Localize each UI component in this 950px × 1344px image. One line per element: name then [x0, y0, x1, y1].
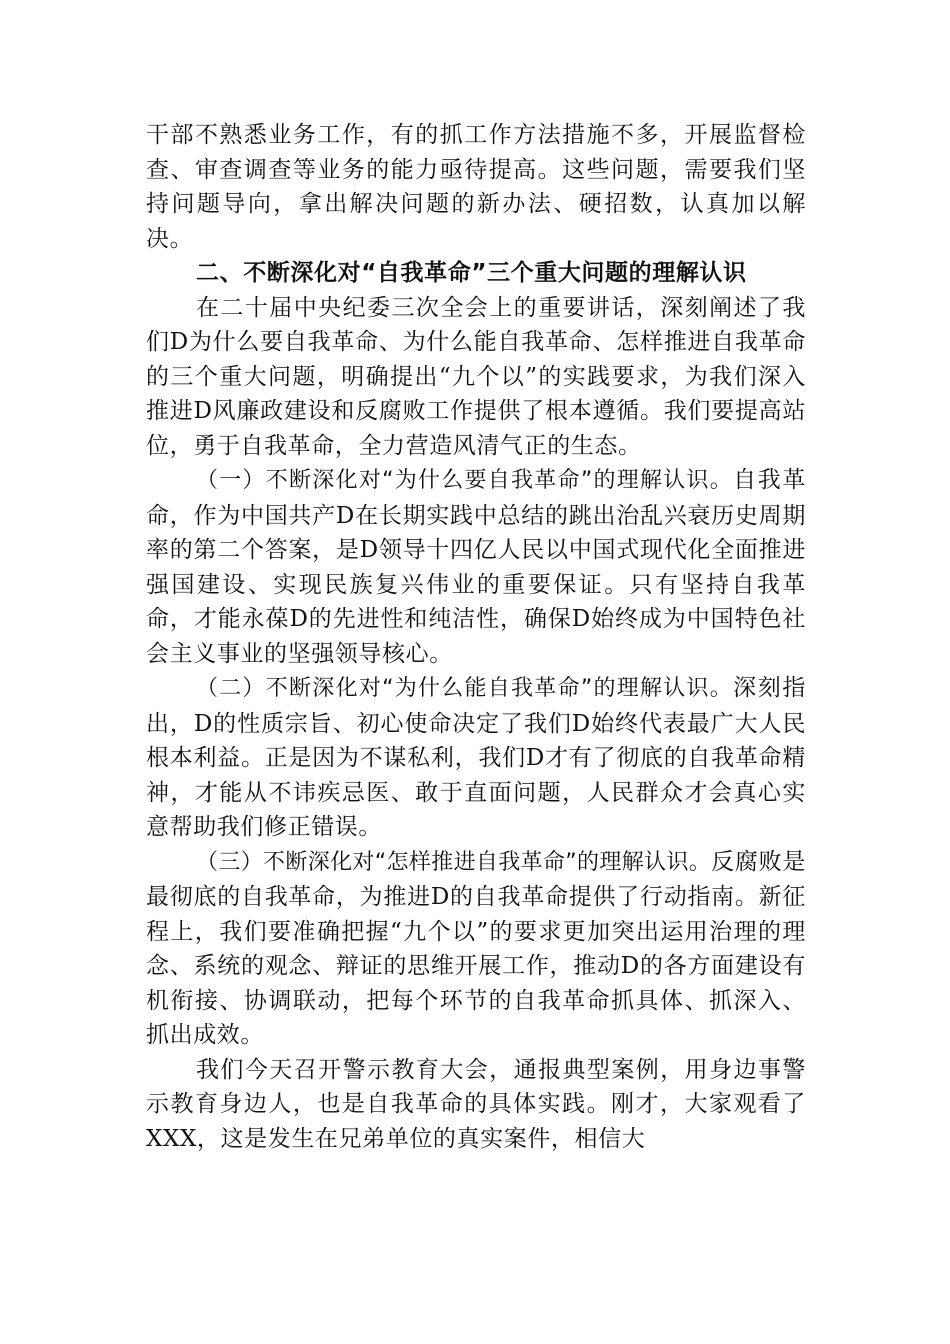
subsection-2-heading: （二）不断深化对“为什么能自我革命”的理解认识。	[196, 676, 734, 701]
paragraph-continued: 干部不熟悉业务工作，有的抓工作方法措施不多，开展监督检查、审查调查等业务的能力亟待提高。这些问题，需要我们坚持问题导向，拿出解决问题的新办法、硬招数，认真加以解决。	[146, 122, 806, 252]
subsection-3-heading: （三）不断深化对“怎样推进自我革命”的理解认识。	[196, 849, 712, 875]
subsection-2-body: 深刻指出，D的性质宗旨、初心使命决定了我们D始终代表最广大人民根本利益。正是因为不谋私利，我们D才有了彻底的自我革命精神，才能从不讳疾忌医、敢于直面问题，人民群众才会真心实意帮助我们修正错误。	[146, 675, 806, 840]
subsection-3-body: 反腐败是最彻底的自我革命，为推进D的自我革命提供了行动指南。新征程上，我们要准确把握“九个以”的要求更加突出运用治理的理念、系统的观念、辩证的思维开展工作，推动D的各方面建设有机衔接、协调联动，把每个环节的自我革命抓具体、抓深入、抓出成效。	[146, 848, 806, 1048]
subsection-1	[146, 463, 806, 671]
subsection-1-heading: （一）不断深化对“为什么要自我革命”的理解认识。	[196, 468, 734, 493]
subsection-2	[146, 671, 806, 845]
subsection-3	[146, 845, 806, 1053]
document-body	[146, 118, 806, 1156]
subsection-1-body: 自我革命，作为中国共产D在长期实践中总结的跳出治乱兴衰历史周期率的第二个答案，是D领导十四亿人民以中国式现代化全面推进强国建设、实现民族复兴伟业的重要保证。只有坚持自我革命，才能永葆D的先进性和纯洁性，确保D始终成为中国特色社会主义事业的坚强领导核心。	[146, 467, 806, 667]
paragraph-intro: 在二十届中央纪委三次全会上的重要讲话，深刻阐述了我们D为什么要自我革命、为什么能自我革命、怎样推进自我革命的三个重大问题，明确提出“九个以”的实践要求，为我们深入推进D风廉政建设和反腐败工作提供了根本遵循。我们要提高站位，勇于自我革命，全力营造风清气正的生态。	[146, 294, 806, 459]
paragraph-closing: 我们今天召开警示教育大会，通报典型案例，用身边事警示教育身边人，也是自我革命的具体实践。刚才，大家观看了XXX，这是发生在兄弟单位的真实案件，相信大	[146, 1056, 806, 1152]
section-heading: 二、不断深化对“自我革命”三个重大问题的理解认识	[196, 260, 747, 286]
